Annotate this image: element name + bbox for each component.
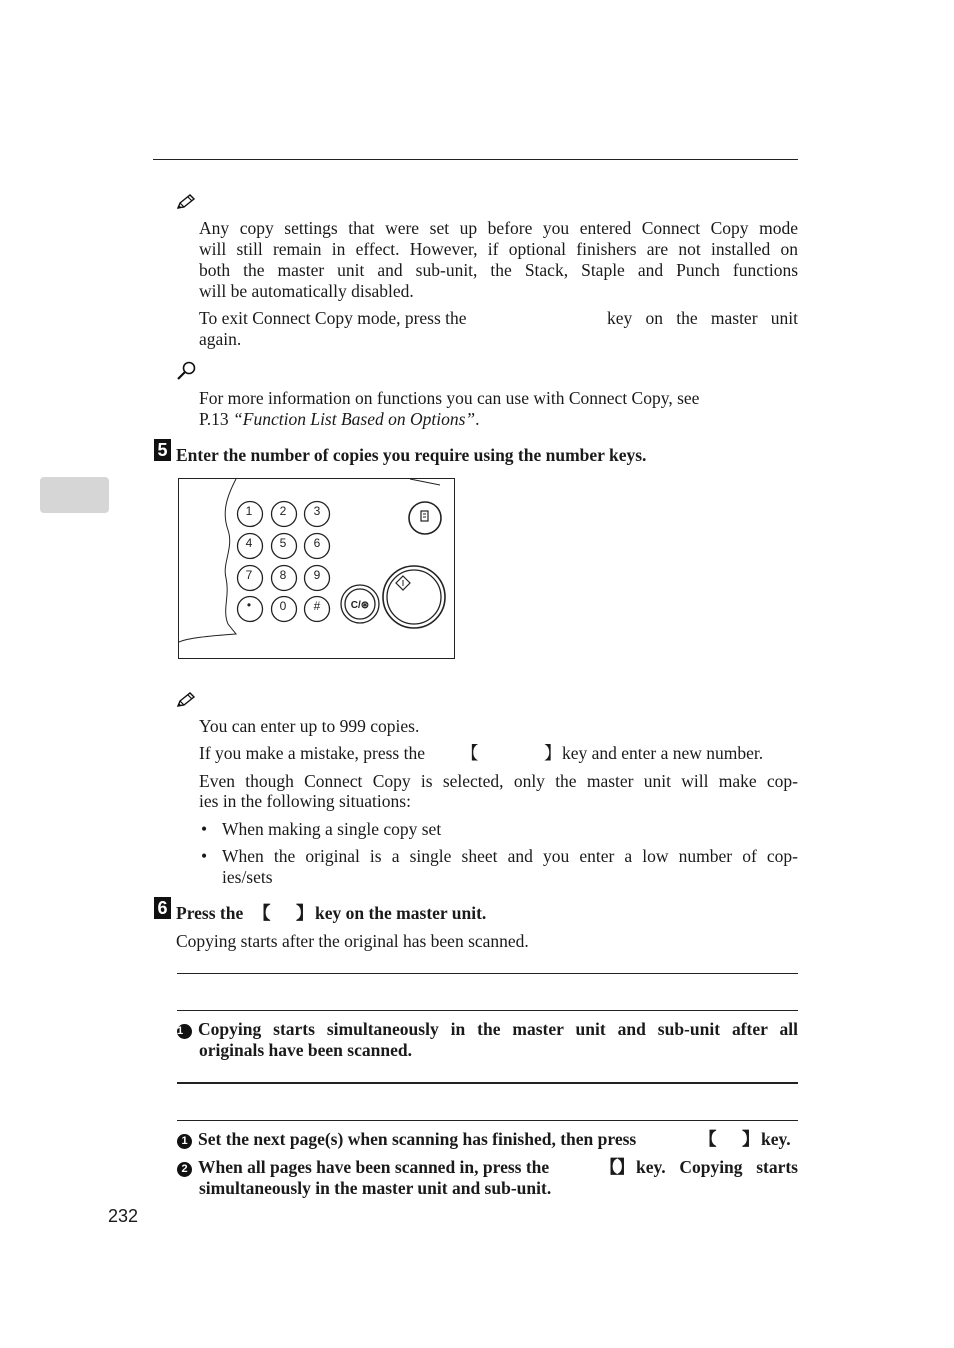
step-6-bracket-close: 】: [296, 903, 314, 923]
box1-sub-rule: [177, 1010, 798, 1011]
bullet-dot: •: [201, 846, 208, 866]
note2-line-4: ies in the following situations:: [199, 791, 411, 811]
step-6-text-b: key on the master unit.: [315, 903, 487, 923]
bullet-2-line-2: ies/sets: [222, 867, 273, 887]
note1-line-4: will be automatically disabled.: [199, 281, 414, 301]
note1-line-3: both the master unit and sub-unit, the Stack, Staple and Punch functions: [199, 260, 798, 280]
step-5-number: 5: [154, 439, 171, 461]
note2-line-1: You can enter up to 999 copies.: [199, 716, 420, 736]
key-4-label: 4: [245, 536, 253, 550]
key-0-label: 0: [279, 599, 287, 613]
note2-line-3: Even though Connect Copy is selected, only the master unit will make cop-: [199, 771, 798, 791]
box2-sub-rule: [177, 1120, 798, 1121]
box2-item-2-line-2: simultaneously in the master unit and sub-unit.: [199, 1178, 552, 1198]
box1-line-2: originals have been scanned.: [199, 1040, 412, 1060]
box2-top-rule: [177, 1082, 798, 1084]
keypad-illustration: [178, 478, 455, 659]
box2-item-1-b: key.: [761, 1129, 791, 1149]
box2-item-1-a: Set the next page(s) when scanning has finished, then press: [198, 1129, 637, 1149]
box2-item-1-bracket-open: 【: [699, 1129, 717, 1149]
step-6-number: 6: [154, 897, 171, 919]
magnifier-icon: [176, 360, 198, 382]
box1-marker: 1: [177, 1024, 192, 1039]
box2-marker-2: 2: [177, 1162, 192, 1177]
page-number: 232: [108, 1206, 139, 1226]
bullet-1: When making a single copy set: [222, 819, 442, 839]
note2-bracket-open: 【: [461, 743, 479, 763]
box2-item-1-bracket-close: 】: [742, 1129, 760, 1149]
step-6-sub: Copying starts after the original has been scanned.: [176, 931, 529, 951]
box2-item-2-b: key. Copying starts: [636, 1157, 798, 1177]
bullet-2-line-1: When the original is a single sheet and you enter a low number of cop-: [222, 846, 798, 866]
box1-text-1: Copying starts simultaneously in the master unit and sub-unit after all: [198, 1019, 798, 1039]
box2-item-2-bracket-open: 【: [600, 1157, 618, 1177]
note1-exit-c: again.: [199, 329, 242, 349]
note2-bracket-close: 】: [544, 743, 562, 763]
key-9-label: 9: [313, 568, 321, 582]
key-8-label: 8: [279, 568, 287, 582]
pencil-icon: [175, 691, 197, 709]
ref-suffix: .: [475, 409, 480, 429]
chapter-tab: [40, 477, 109, 513]
box2-item-2-a: When all pages have been scanned in, press the: [198, 1157, 550, 1177]
note1-exit-b: key on the master unit: [607, 308, 798, 328]
note1-line-2: will still remain in effect. However, if optional finishers are not installed on: [199, 239, 798, 259]
box2-marker-1: 1: [177, 1134, 192, 1149]
box1-top-rule: [177, 973, 798, 974]
ref-link[interactable]: “Function List Based on Options”: [233, 409, 476, 429]
key-5-label: 5: [279, 536, 287, 550]
key-1-label: 1: [245, 504, 253, 518]
key-6-label: 6: [313, 536, 321, 550]
note1-line-1: Any copy settings that were set up before you entered Connect Copy mode: [199, 218, 798, 238]
header-rule: [153, 159, 798, 160]
key-2-label: 2: [279, 504, 287, 518]
step-5-text: Enter the number of copies you require using the number keys.: [176, 445, 647, 465]
step-6-text-a: Press the: [176, 903, 244, 923]
bullet-dot: •: [201, 819, 208, 839]
ref-line-1: For more information on functions you can use with Connect Copy, see: [199, 388, 700, 408]
note2-mistake-b: key and enter a new number.: [562, 743, 764, 763]
note2-mistake-a: If you make a mistake, press the: [199, 743, 425, 763]
ref-prefix: P.13: [199, 409, 234, 429]
key-7-label: 7: [245, 568, 253, 582]
key-dot-label: •: [246, 598, 252, 612]
box2-item-2-bracket-close: 】: [617, 1157, 635, 1177]
pencil-icon: [175, 193, 197, 211]
box2-item-2: [177, 1157, 549, 1178]
key-hash-label: #: [313, 599, 321, 613]
key-3-label: 3: [313, 504, 321, 518]
step-6-bracket-open: 【: [253, 903, 271, 923]
box1-line-1: [177, 1019, 798, 1040]
note1-exit-a: To exit Connect Copy mode, press the: [199, 308, 467, 328]
clear-stop-label: C/⊛: [350, 600, 370, 611]
ref-line-2: [199, 409, 480, 430]
